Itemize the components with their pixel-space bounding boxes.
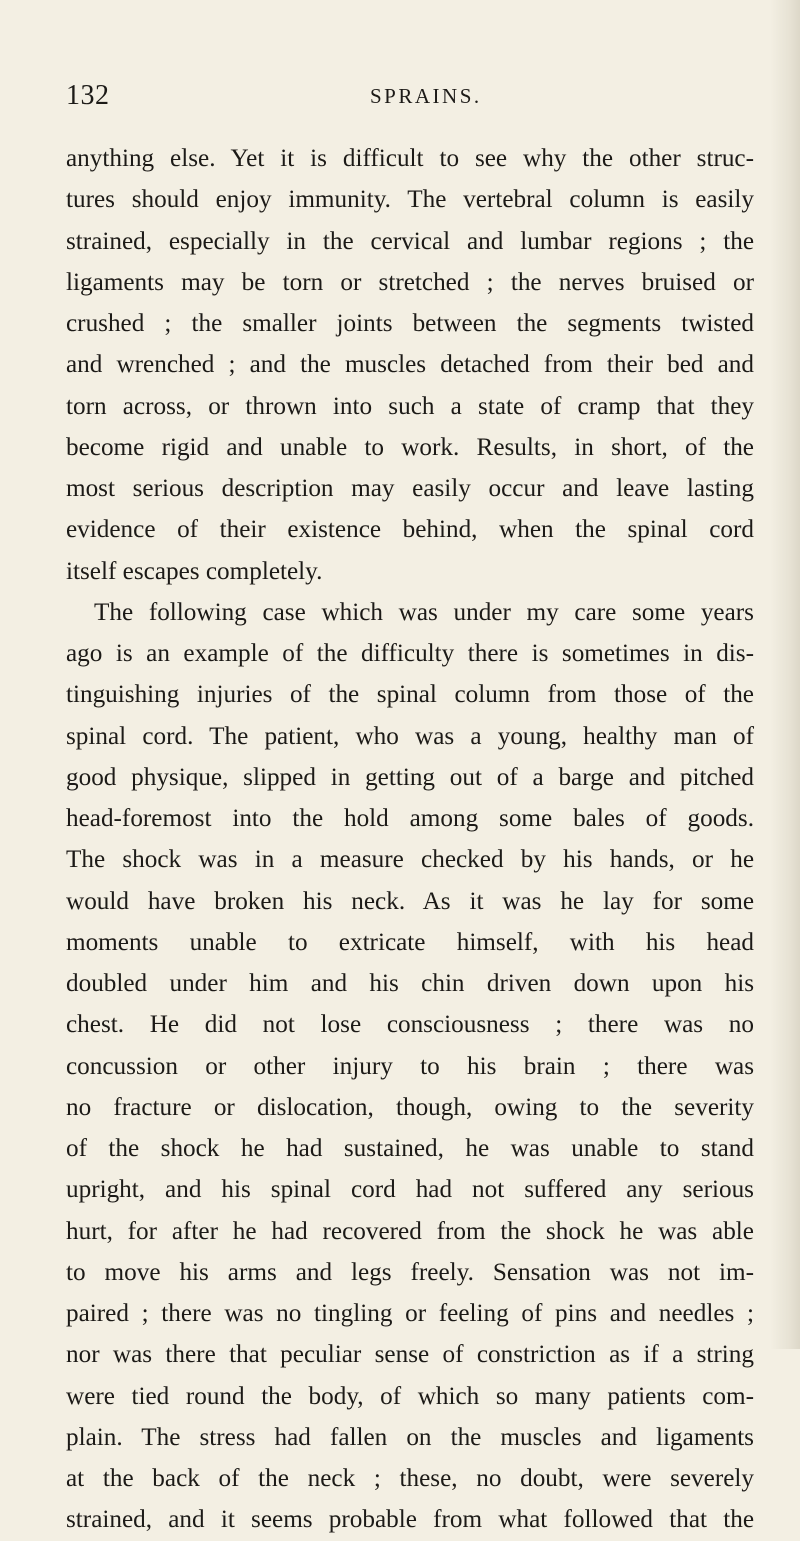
text-line: strained, especially in the cervical and lumbar regions ; the [66, 227, 754, 255]
text-line: would have broken his neck. As it was he lay for some [66, 887, 754, 915]
text-line: The shock was in a measure checked by his hands, or he [66, 846, 754, 874]
text-line: of the shock he had sustained, he was unable to stand [66, 1135, 754, 1162]
text-line: chest. He did not lose consciousness ; there was no [66, 1011, 754, 1039]
text-line: and wrenched ; and the muscles detached from their bed and [66, 351, 754, 379]
text-line: become rigid and unable to work. Results, in short, of the [66, 433, 754, 461]
text-line: head-foremost into the hold among some bales of goods. [66, 805, 754, 832]
text-line: good physique, slipped in getting out of a barge and pitched [66, 763, 754, 791]
running-head [66, 80, 754, 120]
paragraph-end-line: itself escapes completely. [66, 557, 323, 585]
text-line: nor was there that peculiar sense of constriction as if a string [66, 1341, 754, 1369]
text-line: torn across, or thrown into such a state of cramp that they [66, 392, 754, 420]
text-line: most serious description may easily occur and leave lasting [66, 475, 754, 502]
text-line: evidence of their existence behind, when the spinal cord [66, 516, 754, 544]
text-line: to move his arms and legs freely. Sensation was not im- [66, 1258, 754, 1286]
text-line: crushed ; the smaller joints between the segments twisted [66, 310, 754, 337]
text-line: strained, and it seems probable from what followed that the [66, 1506, 754, 1534]
text-line: anything else. Yet it is difficult to see why the other struc- [66, 145, 754, 172]
page-number: 132 [66, 80, 110, 111]
text-line: ligaments may be torn or stretched ; the nerves bruised or [66, 268, 754, 296]
text-line: were tied round the body, of which so many patients com- [66, 1382, 754, 1410]
paragraph-start-line: The following case which was under my care some years [94, 598, 754, 626]
text-line: concussion or other injury to his brain ; there was [66, 1052, 754, 1080]
text-line: doubled under him and his chin driven down upon his [66, 970, 754, 997]
running-title: SPRAINS. [370, 84, 482, 108]
text-line: tinguishing injuries of the spinal column from those of the [66, 681, 754, 709]
text-line: ago is an example of the difficulty there is sometimes in dis- [66, 640, 754, 667]
text-line: hurt, for after he had recovered from the shock he was able [66, 1217, 754, 1245]
text-line: tures should enjoy immunity. The vertebral column is easily [66, 186, 754, 214]
text-line: spinal cord. The patient, who was a young, healthy man of [66, 722, 754, 750]
text-line: moments unable to extricate himself, with his head [66, 928, 754, 956]
text-line: no fracture or dislocation, though, owing to the severity [66, 1093, 754, 1121]
text-line: paired ; there was no tingling or feeling of pins and needles ; [66, 1300, 754, 1327]
text-line: upright, and his spinal cord had not suffered any serious [66, 1176, 754, 1204]
text-line: at the back of the neck ; these, no doubt, were severely [66, 1465, 754, 1492]
text-line: plain. The stress had fallen on the muscles and ligaments [66, 1423, 754, 1451]
body-text [66, 138, 754, 1541]
